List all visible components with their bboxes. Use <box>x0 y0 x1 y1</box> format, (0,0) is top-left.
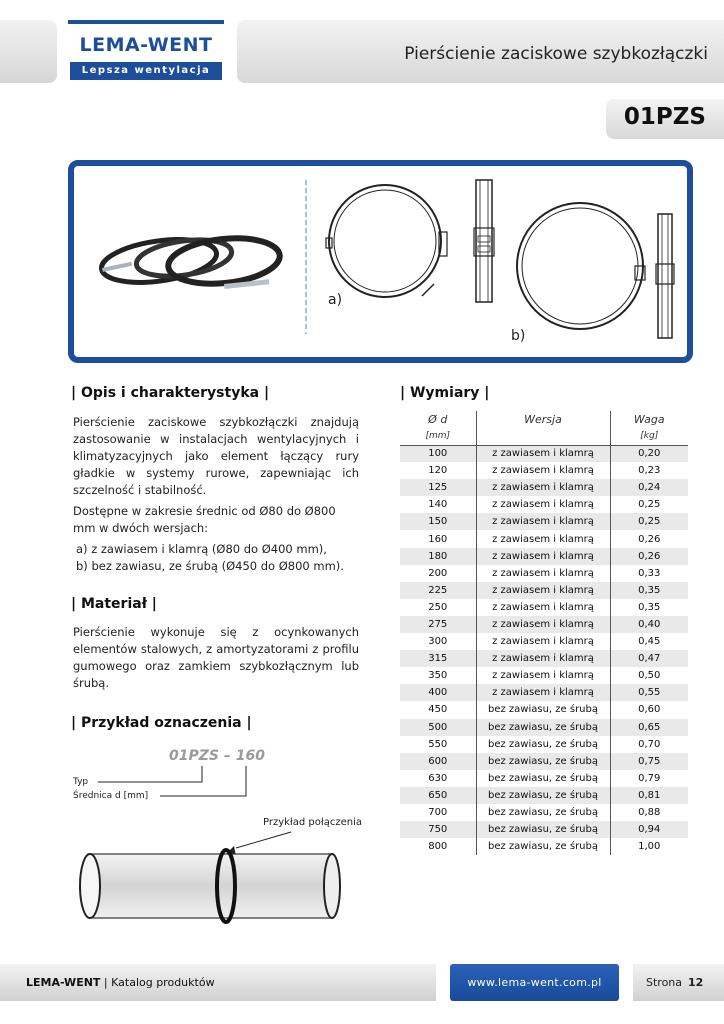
cell-diameter: 100 <box>400 445 476 462</box>
cell-diameter: 160 <box>428 533 448 545</box>
cell-weight: 0,75 <box>610 753 688 770</box>
table-row <box>400 633 688 650</box>
cell-diameter: 180 <box>400 548 476 565</box>
company-logo <box>68 20 224 84</box>
col-header-diameter: Ø d <box>428 413 448 426</box>
page-title: Pierścienie zaciskowe szybkozłączki <box>404 44 708 64</box>
table-row <box>400 445 688 462</box>
cell-weight: 0,55 <box>610 684 688 701</box>
cell-diameter: 225 <box>400 582 476 599</box>
table-row <box>400 496 688 513</box>
cell-version: bez zawiasu, ze śrubą <box>476 838 610 855</box>
table-row <box>400 530 688 547</box>
cell-diameter: 550 <box>428 738 448 750</box>
rings-photo <box>99 233 282 289</box>
product-code: 01PZS <box>623 104 706 130</box>
cell-weight: 0,79 <box>638 772 661 784</box>
cell-weight: 0,26 <box>610 548 688 565</box>
cell-weight: 0,94 <box>610 821 688 838</box>
cell-weight: 0,50 <box>638 670 661 682</box>
table-row <box>400 719 688 736</box>
cell-version: z zawiasem i klamrą <box>476 616 610 633</box>
footer-page-label: Strona <box>646 976 683 989</box>
cell-diameter: 275 <box>400 616 476 633</box>
footer-brand-name: LEMA-WENT <box>26 976 101 989</box>
drawing-b-side-view <box>656 214 674 338</box>
table-row <box>400 582 688 599</box>
cell-version: bez zawiasu, ze śrubą <box>476 804 610 821</box>
cell-weight: 0,24 <box>610 479 688 496</box>
table-row <box>400 821 688 838</box>
header-left-tab <box>0 20 57 83</box>
dimensions-table <box>400 411 688 855</box>
cell-diameter: 120 <box>428 465 448 477</box>
cell-diameter: 650 <box>400 787 476 804</box>
example-label-diameter: Średnica d [mm] <box>73 791 149 801</box>
cell-version: z zawiasem i klamrą <box>476 479 610 496</box>
example-code: 01PZS – 160 <box>169 748 265 764</box>
cell-version: bez zawiasu, ze śrubą <box>476 719 610 736</box>
product-drawing <box>74 166 687 357</box>
cell-diameter: 350 <box>428 670 448 682</box>
table-row <box>400 462 688 479</box>
cell-diameter: 200 <box>428 567 448 579</box>
dimensions-table-body <box>400 445 688 855</box>
example-heading: | Przykład oznaczenia | <box>71 715 252 731</box>
description-paragraph-2: Dostępne w zakresie średnic od Ø80 do Ø800 mm w dwóch wersjach: <box>73 504 336 535</box>
col-header-version: Wersja <box>476 411 610 428</box>
cell-version: z zawiasem i klamrą <box>476 462 610 479</box>
cell-weight: 0,60 <box>638 704 661 716</box>
table-row <box>400 616 688 633</box>
drawing-b-ring <box>517 203 645 329</box>
cell-weight: 0,23 <box>638 465 661 477</box>
logo-name: LEMA-WENT <box>79 34 213 56</box>
cell-version: bez zawiasu, ze śrubą <box>476 753 610 770</box>
cell-diameter: 250 <box>428 601 448 613</box>
drawing-a-ring <box>326 185 447 297</box>
cell-weight: 0,33 <box>638 567 661 579</box>
table-row <box>400 753 688 770</box>
cell-diameter: 500 <box>400 719 476 736</box>
drawing-a-side-view <box>474 180 494 302</box>
cell-version: bez zawiasu, ze śrubą <box>476 770 610 787</box>
cell-weight: 1,00 <box>638 841 661 853</box>
footer-brand <box>26 976 215 989</box>
example-label-type: Typ <box>73 777 89 787</box>
cell-weight: 0,40 <box>610 616 688 633</box>
cell-diameter: 800 <box>428 841 448 853</box>
col-header-weight-unit: [kg] <box>610 428 688 445</box>
product-figure-frame <box>68 160 693 363</box>
table-row <box>400 479 688 496</box>
table-row <box>400 565 688 582</box>
cell-weight: 0,25 <box>610 513 688 530</box>
footer-page-number: 12 <box>688 976 704 989</box>
col-header-version-blank <box>476 428 610 445</box>
cell-diameter: 125 <box>400 479 476 496</box>
cell-weight: 0,35 <box>610 582 688 599</box>
footer-page <box>646 976 703 989</box>
cell-diameter: 600 <box>400 753 476 770</box>
cell-weight: 0,65 <box>610 719 688 736</box>
cell-diameter: 140 <box>428 499 448 511</box>
description-version-a: a) z zawiasem i klamrą (Ø80 do Ø400 mm), <box>76 542 327 556</box>
connection-example-label: Przykład połączenia <box>263 817 362 828</box>
cell-version: z zawiasem i klamrą <box>476 582 610 599</box>
cell-version: bez zawiasu, ze śrubą <box>476 821 610 838</box>
cell-version: z zawiasem i klamrą <box>476 445 610 462</box>
dimensions-heading: | Wymiary | <box>400 385 490 401</box>
col-header-diameter-unit: [mm] <box>400 428 476 445</box>
cell-diameter: 315 <box>400 650 476 667</box>
table-row <box>400 548 688 565</box>
pipe-connection-drawing <box>76 826 366 926</box>
cell-version: z zawiasem i klamrą <box>476 513 610 530</box>
col-header-weight: Waga <box>633 413 665 426</box>
description-heading: | Opis i charakterystyka | <box>71 385 270 401</box>
table-row <box>400 650 688 667</box>
cell-version: z zawiasem i klamrą <box>476 599 610 616</box>
material-heading: | Materiał | <box>71 596 157 612</box>
cell-version: z zawiasem i klamrą <box>476 684 610 701</box>
footer-catalog: | Katalog produktów <box>103 976 215 989</box>
cell-weight: 0,20 <box>610 445 688 462</box>
cell-version: z zawiasem i klamrą <box>476 530 610 547</box>
cell-version: z zawiasem i klamrą <box>476 650 610 667</box>
cell-diameter: 700 <box>428 807 448 819</box>
cell-weight: 0,70 <box>638 738 661 750</box>
cell-weight: 0,26 <box>638 533 661 545</box>
logo-top-bar <box>68 20 224 24</box>
description-version-b: b) bez zawiasu, ze śrubą (Ø450 do Ø800 mm). <box>76 559 344 573</box>
material-text: Pierścienie wykonuje się z ocynkowanych elementów stalowych, z amortyzatorami z profilu gumowego oraz zamkiem szybkozłącznym lub śrubą. <box>73 625 359 690</box>
cell-weight: 0,35 <box>638 601 661 613</box>
cell-weight: 0,25 <box>638 499 661 511</box>
cell-diameter: 400 <box>400 684 476 701</box>
cell-version: z zawiasem i klamrą <box>476 667 610 684</box>
table-row <box>400 787 688 804</box>
logo-tagline: Lepsza wentylacja <box>70 62 222 80</box>
cell-diameter: 150 <box>400 513 476 530</box>
footer-website-link[interactable]: www.lema-went.com.pl <box>450 964 619 1001</box>
cell-version: z zawiasem i klamrą <box>476 565 610 582</box>
cell-diameter: 750 <box>400 821 476 838</box>
table-row <box>400 667 688 684</box>
table-row <box>400 684 688 701</box>
table-row <box>400 513 688 530</box>
cell-version: bez zawiasu, ze śrubą <box>476 736 610 753</box>
cell-diameter: 450 <box>428 704 448 716</box>
table-row <box>400 701 688 718</box>
cell-weight: 0,45 <box>638 636 661 648</box>
figure-label-b: b) <box>511 328 526 344</box>
table-row <box>400 838 688 855</box>
figure-label-a: a) <box>328 292 343 308</box>
cell-diameter: 630 <box>428 772 448 784</box>
cell-version: bez zawiasu, ze śrubą <box>476 787 610 804</box>
cell-weight: 0,81 <box>610 787 688 804</box>
cell-version: z zawiasem i klamrą <box>476 548 610 565</box>
description-paragraph-1: Pierścienie zaciskowe szybkozłączki znajdują zastosowanie w instalacjach wentylacyjnych i klimatyzacyjnych jako element łączący rury gładkie w systemy rurowe, zapewniając ich szczelność i stabilność. <box>73 415 359 497</box>
cell-version: bez zawiasu, ze śrubą <box>476 701 610 718</box>
cell-version: z zawiasem i klamrą <box>476 633 610 650</box>
table-row <box>400 770 688 787</box>
table-row <box>400 804 688 821</box>
cell-weight: 0,47 <box>610 650 688 667</box>
table-row <box>400 736 688 753</box>
cell-diameter: 300 <box>428 636 448 648</box>
table-row <box>400 599 688 616</box>
cell-weight: 0,88 <box>638 807 661 819</box>
cell-version: z zawiasem i klamrą <box>476 496 610 513</box>
